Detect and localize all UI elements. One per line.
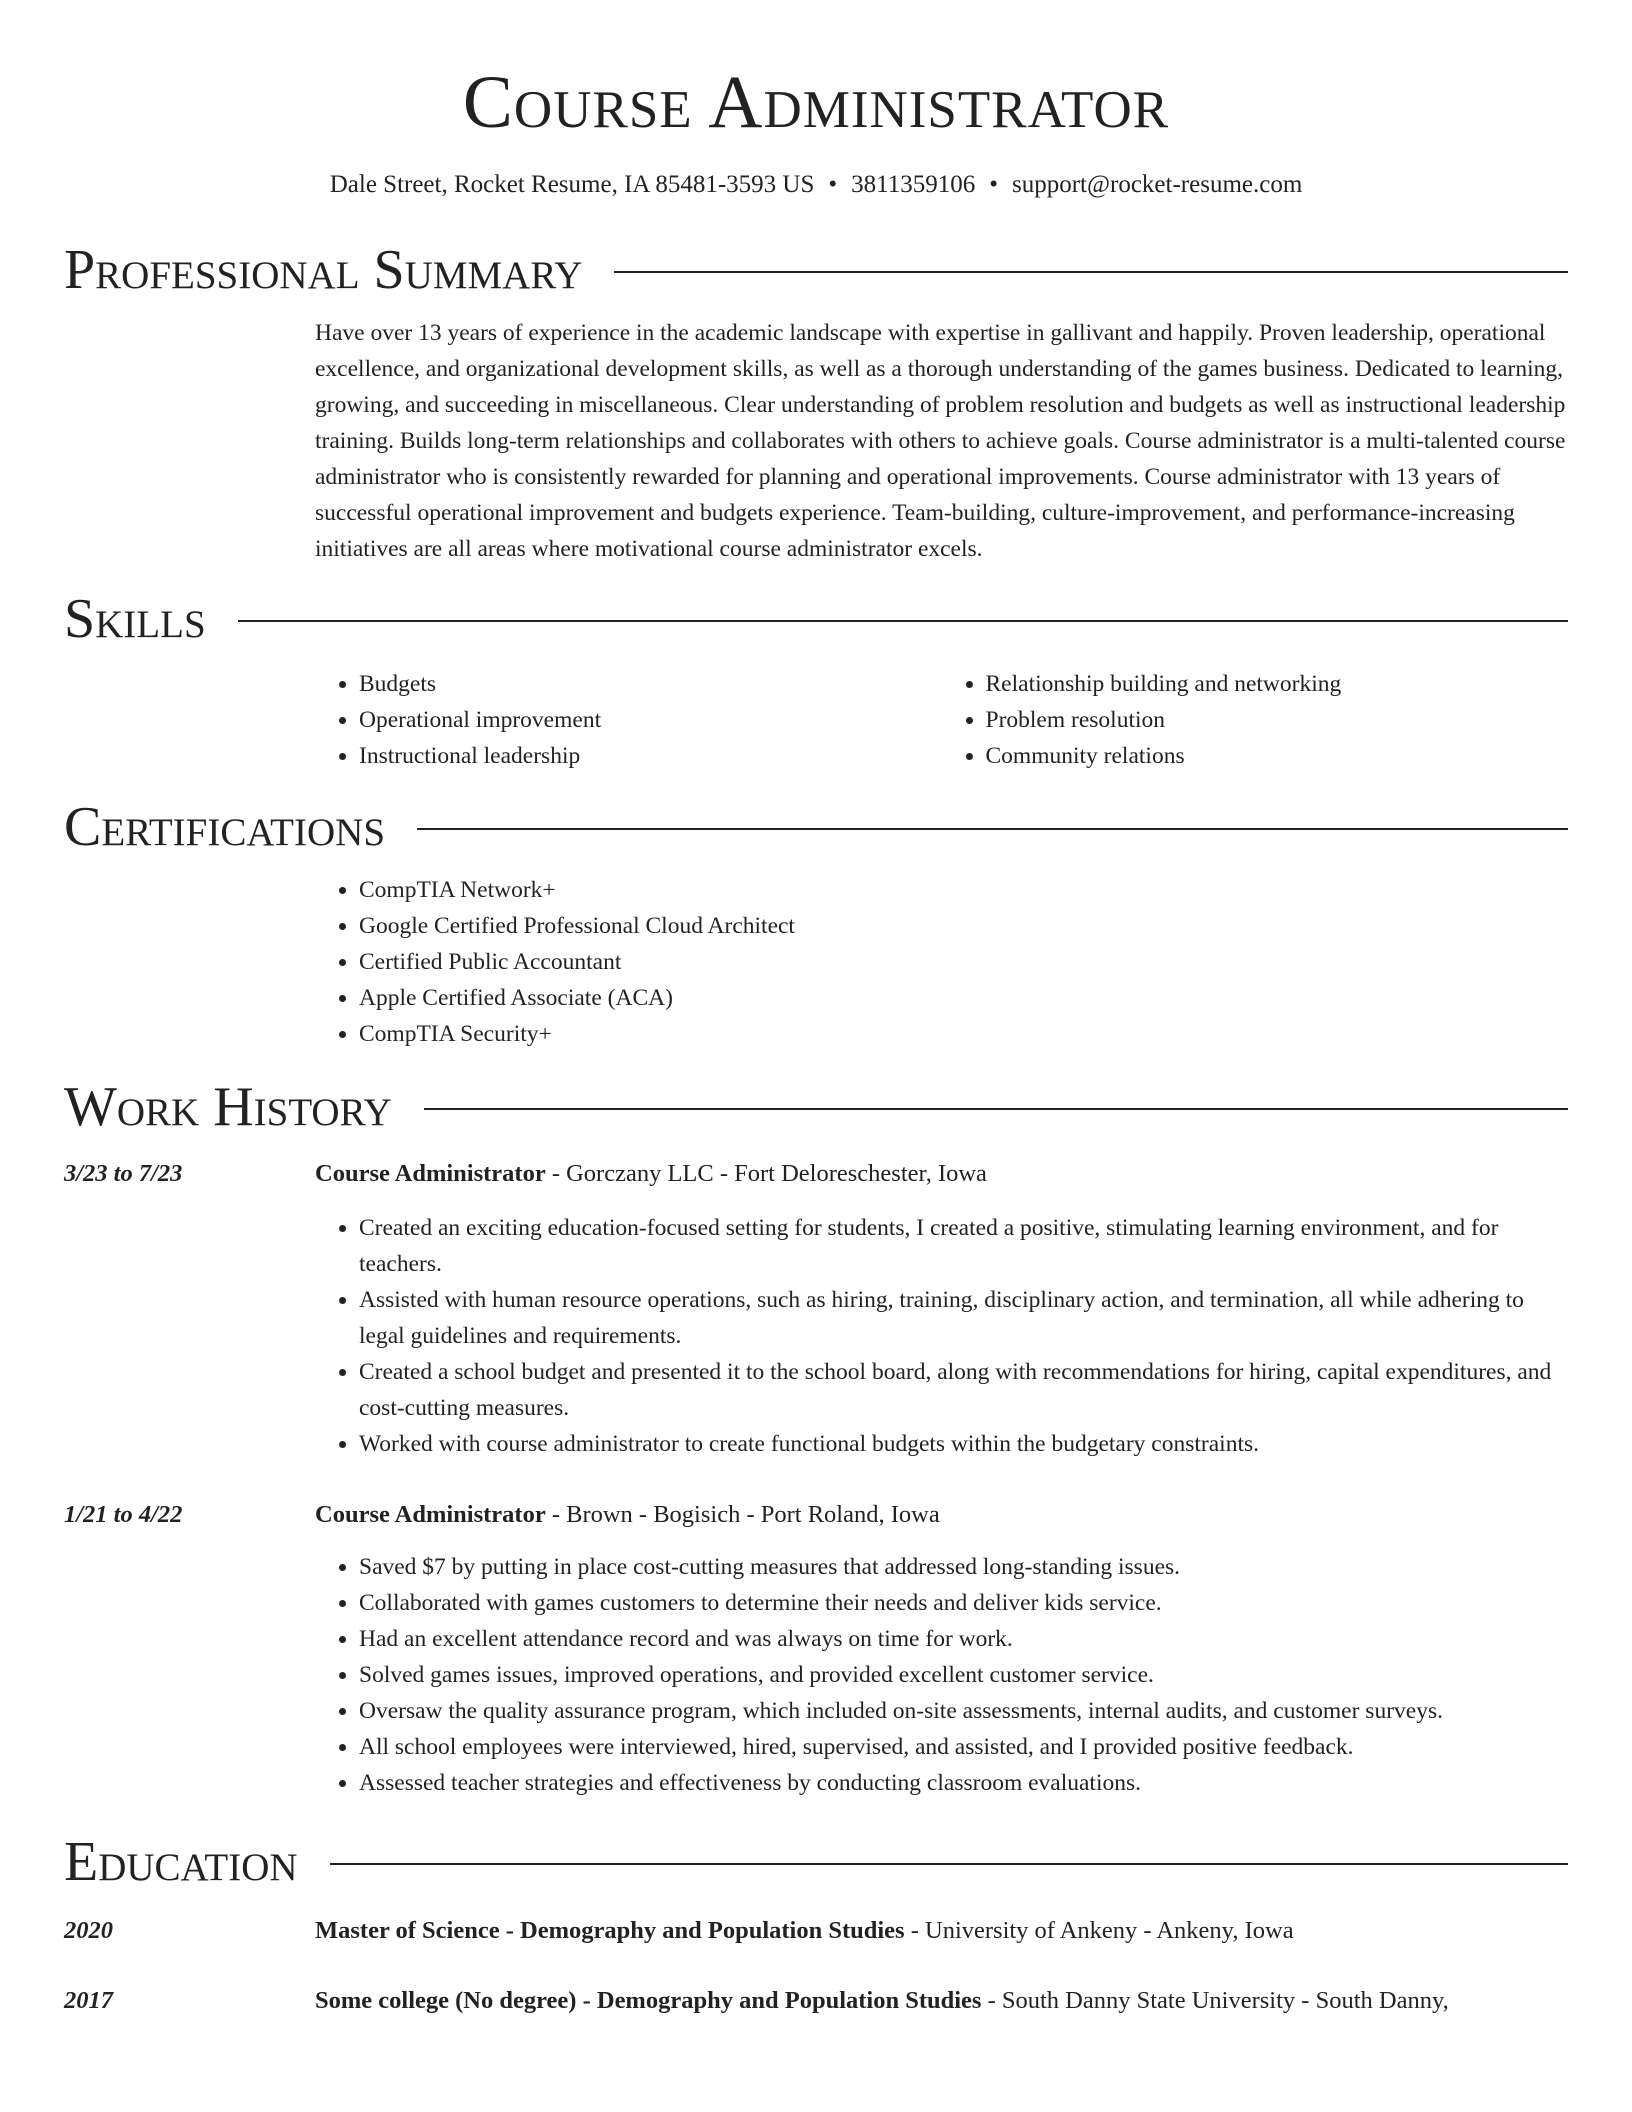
section-divider xyxy=(330,1863,1568,1865)
job-bullet: • Oversaw the quality assurance program, which included on-site assessments, internal audits, and customer surveys. xyxy=(359,1693,1568,1729)
education-title: Education xyxy=(64,1831,298,1893)
certification-item: • CompTIA Network+ xyxy=(359,872,1568,908)
job-company: - Brown - Bogisich - Port Roland, Iowa xyxy=(545,1501,940,1528)
summary-text: Have over 13 years of experience in the academic landscape with expertise in gallivant and happily. Proven leadership, operational excellence, and organizational development skills, as well as a thorough understanding of the games business. Dedicated to learning, growing, and succeeding in miscellaneous. Clear understanding of problem resolution and budgets as well as instructional leadership training. Builds long-term relationships and collaborates with others to achieve goals. Course administrator is a multi-talented course administrator who is consistently rewarded for planning and operational improvements. Course administrator with 13 years of successful operational improvement and budgets experience. Team-building, culture-improvement, and performance-increasing initiatives are all areas where motivational course administrator excels. xyxy=(315,320,1566,562)
section-divider xyxy=(238,620,1568,622)
education-entry xyxy=(64,1913,1568,1949)
skill-item: • Operational improvement xyxy=(359,702,942,738)
job-bullet: • Solved games issues, improved operations, and provided excellent customer service. xyxy=(359,1657,1568,1693)
summary-title: Professional Summary xyxy=(64,239,583,301)
work-history-section xyxy=(64,1074,1568,1801)
contact-email: support@rocket-resume.com xyxy=(1011,171,1303,198)
job-role: Course Administrator xyxy=(315,1501,546,1528)
resume-page xyxy=(64,0,1568,2019)
skills-list xyxy=(315,666,1568,774)
certifications-list xyxy=(315,872,1568,1052)
certification-item: • Google Certified Professional Cloud Architect xyxy=(359,908,1568,944)
job-bullet: • Created a school budget and presented it to the school board, along with recommendations for hiring, capital expenditures, and cost-cutting measures. xyxy=(359,1354,1568,1426)
work-history-title: Work History xyxy=(64,1076,392,1138)
skill-item: • Community relations xyxy=(986,738,1569,774)
section-divider xyxy=(424,1108,1568,1110)
contact-line xyxy=(64,168,1568,202)
skills-left-column xyxy=(315,666,942,774)
education-entry xyxy=(64,1983,1568,2019)
skills-header xyxy=(64,586,1568,652)
skills-right-column xyxy=(942,666,1569,774)
education-section xyxy=(64,1829,1568,2019)
work-history-header xyxy=(64,1074,1568,1140)
job-bullet: • Assessed teacher strategies and effectiveness by conducting classroom evaluations. xyxy=(359,1765,1568,1801)
contact-phone: 3811359106 xyxy=(851,171,976,198)
education-school: - South Danny State University - South Danny, xyxy=(981,1987,1449,2014)
certifications-content xyxy=(315,872,1568,1052)
education-header xyxy=(64,1829,1568,1895)
education-heading xyxy=(315,1983,1568,2019)
skill-item: • Budgets xyxy=(359,666,942,702)
job-entry xyxy=(64,1156,1568,1462)
job-role: Course Administrator xyxy=(315,1160,546,1187)
education-body xyxy=(315,1983,1568,2019)
education-year: 2020 xyxy=(64,1917,113,1944)
job-bullet: • Worked with course administrator to create functional budgets within the budgetary constraints. xyxy=(359,1426,1568,1462)
job-bullet: • Saved $7 by putting in place cost-cutting measures that addressed long-standing issues. xyxy=(359,1549,1568,1585)
summary-content xyxy=(315,315,1568,567)
summary-header xyxy=(64,237,1568,303)
job-heading xyxy=(315,1497,1568,1533)
education-heading xyxy=(315,1913,1568,1949)
education-degree: Some college (No degree) - Demography and Population Studies xyxy=(315,1987,982,2014)
certification-item: • CompTIA Security+ xyxy=(359,1016,1568,1052)
job-body xyxy=(315,1497,1568,1801)
certifications-section xyxy=(64,794,1568,1052)
skills-section xyxy=(64,586,1568,774)
contact-separator: • xyxy=(989,171,998,198)
job-bullet: • Assisted with human resource operations, such as hiring, training, disciplinary action, and termination, all while adhering to legal guidelines and requirements. xyxy=(359,1282,1568,1354)
section-divider xyxy=(417,828,1568,830)
section-divider xyxy=(614,271,1568,273)
job-entry xyxy=(64,1497,1568,1801)
job-heading xyxy=(315,1156,1568,1192)
certification-item: • Certified Public Accountant xyxy=(359,944,1568,980)
skill-item: • Relationship building and networking xyxy=(986,666,1569,702)
certification-item: • Apple Certified Associate (ACA) xyxy=(359,980,1568,1016)
job-dates: 1/21 to 4/22 xyxy=(64,1501,183,1528)
job-bullets xyxy=(315,1549,1568,1801)
job-dates: 3/23 to 7/23 xyxy=(64,1160,183,1187)
resume-name: Course Administrator xyxy=(462,61,1170,144)
skill-item: • Problem resolution xyxy=(986,702,1569,738)
education-body xyxy=(315,1913,1568,1949)
contact-separator: • xyxy=(828,171,838,198)
skill-item: • Instructional leadership xyxy=(359,738,942,774)
job-body xyxy=(315,1156,1568,1462)
job-company: - Gorczany LLC - Fort Deloreschester, Iowa xyxy=(545,1160,987,1187)
job-bullet: • Created an exciting education-focused setting for students, I created a positive, stimulating learning environment, and for teachers. xyxy=(359,1210,1568,1282)
summary-section xyxy=(64,237,1568,567)
job-bullet: • Had an excellent attendance record and was always on time for work. xyxy=(359,1621,1568,1657)
contact-address: Dale Street, Rocket Resume, IA 85481-3593 US xyxy=(329,171,815,198)
skills-title: Skills xyxy=(64,588,206,650)
job-bullet: • Collaborated with games customers to determine their needs and deliver kids service. xyxy=(359,1585,1568,1621)
education-school: - University of Ankeny - Ankeny, Iowa xyxy=(904,1917,1294,1944)
job-bullet: • All school employees were interviewed, hired, supervised, and assisted, and I provided positive feedback. xyxy=(359,1729,1568,1765)
certifications-header xyxy=(64,794,1568,860)
job-bullets xyxy=(315,1210,1568,1462)
certifications-title: Certifications xyxy=(64,796,386,858)
education-degree: Master of Science - Demography and Population Studies xyxy=(315,1917,905,1944)
education-year: 2017 xyxy=(64,1987,113,2014)
